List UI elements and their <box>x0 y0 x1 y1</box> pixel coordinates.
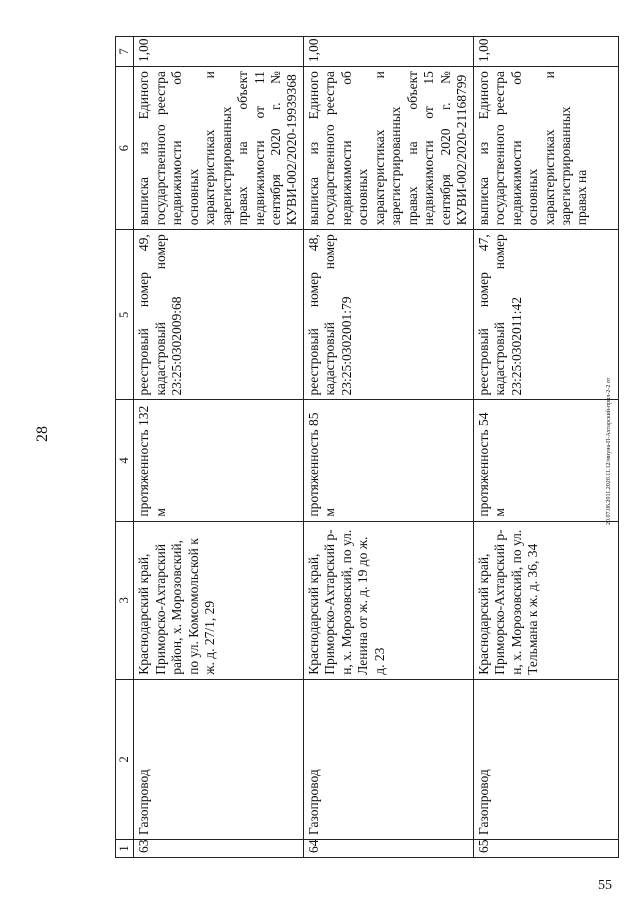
header-cell: 7 <box>116 37 134 67</box>
rotated-table-container <box>115 36 590 858</box>
registry-info: реестровый номер 48, кадастровый номер 23:25:0302001:79 <box>303 230 473 400</box>
object-name: Газопровод <box>303 679 473 839</box>
row-number: 64 <box>303 839 473 857</box>
footer-note: 20.07.06.2011.2020.11.12/мнуна-П-Ахтарский-прил-2-2 от <box>606 377 612 525</box>
page-number-top: 28 <box>34 426 51 442</box>
share-value: 1,00 <box>473 37 618 67</box>
header-cell: 5 <box>116 230 134 400</box>
header-cell: 6 <box>116 67 134 230</box>
object-name: Газопровод <box>134 679 304 839</box>
object-address: Краснодарский край, Приморско-Ахтарский район, х. Морозовский, по ул. Комсомольской к ж. д. 27/1, 29 <box>134 521 304 679</box>
header-cell: 3 <box>116 521 134 679</box>
object-address: Краснодарский край, Приморско-Ахтарский р-н, х. Морозовский, по ул. Ленина от ж. д. 19 до ж. д. 23 <box>303 521 473 679</box>
row-number: 65 <box>473 839 618 857</box>
registry-info: реестровый номер 47, кадастровый номер 23:25:0302011:42 <box>473 230 618 400</box>
page-number-bottom: 55 <box>598 878 612 893</box>
object-address: Краснодарский край, Приморско-Ахтарский р-н, х. Морозовский, по ул. Тельмана к ж. д. 36, 34 <box>473 521 618 679</box>
table-row <box>473 37 618 858</box>
header-cell: 2 <box>116 679 134 839</box>
ownership-document: выписка из Единого государственного реестра недвижимости об основных характеристиках и зарегистрированных правах на объект недвижимости от 15 сентября 2020 г. № КУВИ-002/2020-21168799 <box>303 67 473 230</box>
header-cell: 1 <box>116 839 134 857</box>
ownership-document: выписка из Единого государственного реестра недвижимости об основных характеристиках и зарегистрированных правах на объект недвижимости от 11 сентября 2020 г. № КУВИ-002/2020-19939368 <box>134 67 304 230</box>
share-value: 1,00 <box>303 37 473 67</box>
share-value: 1,00 <box>134 37 304 67</box>
header-row <box>116 37 134 858</box>
object-length: протяженность 85 м <box>303 400 473 521</box>
property-register-table <box>115 36 619 858</box>
table-row <box>303 37 473 858</box>
ownership-document: выписка из Единого государственного реестра недвижимости об основных характеристиках и зарегистрированных правах на <box>473 67 618 230</box>
header-cell: 4 <box>116 400 134 521</box>
table-row <box>134 37 304 858</box>
object-length: протяженность 132 м <box>134 400 304 521</box>
object-name: Газопровод <box>473 679 618 839</box>
row-number: 63 <box>134 839 304 857</box>
registry-info: реестровый номер 49, кадастровый номер 23:25:0302009:68 <box>134 230 304 400</box>
object-length: протяженность 54 м <box>473 400 618 521</box>
